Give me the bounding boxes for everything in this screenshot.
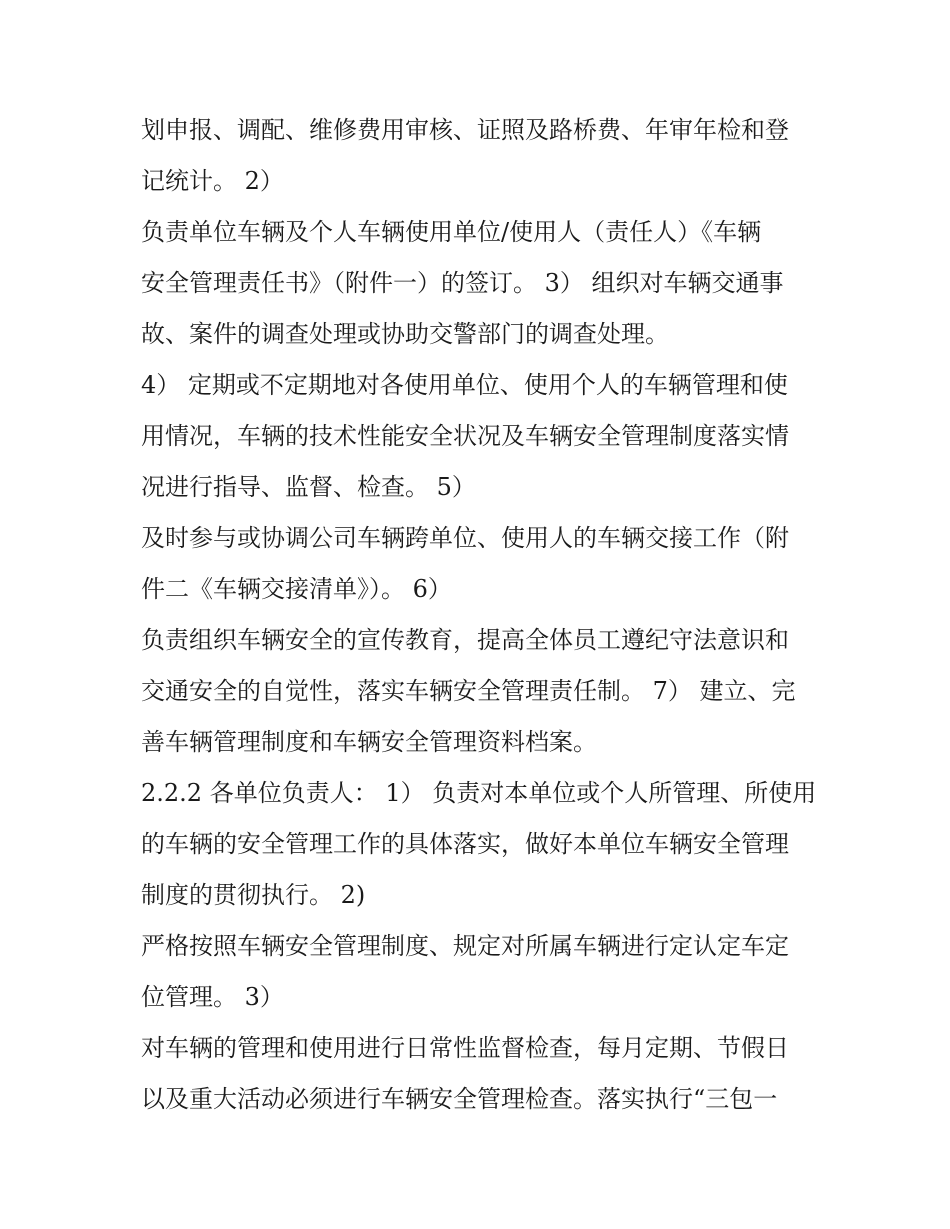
text-line: 况进行指导、监督、检查。 5） [141, 473, 476, 501]
body-text [141, 105, 821, 1125]
text-line: 交通安全的自觉性，落实车辆安全管理责任制。 7） 建立、完 [141, 677, 796, 705]
text-line: 的车辆的安全管理工作的具体落实，做好本单位车辆安全管理 [141, 830, 789, 858]
text-line: 负责单位车辆及个人车辆使用单位/使用人（责任人）《车辆 [141, 218, 762, 246]
text-line: 位管理。 3） [141, 983, 284, 1011]
text-line: 记统计。 2） [141, 167, 284, 195]
text-line: 安全管理责任书》（附件一）的签订。 3） 组织对车辆交通事 [141, 269, 784, 297]
text-line: 制度的贯彻执行。 2) [141, 881, 366, 909]
text-line: 划申报、调配、维修费用审核、证照及路桥费、年审年检和登 [141, 116, 789, 144]
text-line: 严格按照车辆安全管理制度、规定对所属车辆进行定认定车定 [141, 932, 789, 960]
text-line: 及时参与或协调公司车辆跨单位、使用人的车辆交接工作（附 [141, 524, 789, 552]
text-line: 件二《车辆交接清单》）。 6） [141, 575, 452, 603]
text-line: 4） 定期或不定期地对各使用单位、使用个人的车辆管理和使 [141, 371, 788, 399]
text-line: 对车辆的管理和使用进行日常性监督检查，每月定期、节假日 [141, 1034, 789, 1062]
text-line: 以及重大活动必须进行车辆安全管理检查。落实执行“三包一 [141, 1085, 778, 1113]
text-line: 负责组织车辆安全的宣传教育，提高全体员工遵纪守法意识和 [141, 626, 789, 654]
section-heading-line: 2.2.2 各单位负责人： 1） 负责对本单位或个人所管理、所使用 [141, 779, 817, 807]
text-line: 善车辆管理制度和车辆安全管理资料档案。 [141, 728, 597, 756]
text-line: 故、案件的调查处理或协助交警部门的调查处理。 [141, 320, 669, 348]
text-line: 用情况，车辆的技术性能安全状况及车辆安全管理制度落实情 [141, 422, 789, 450]
